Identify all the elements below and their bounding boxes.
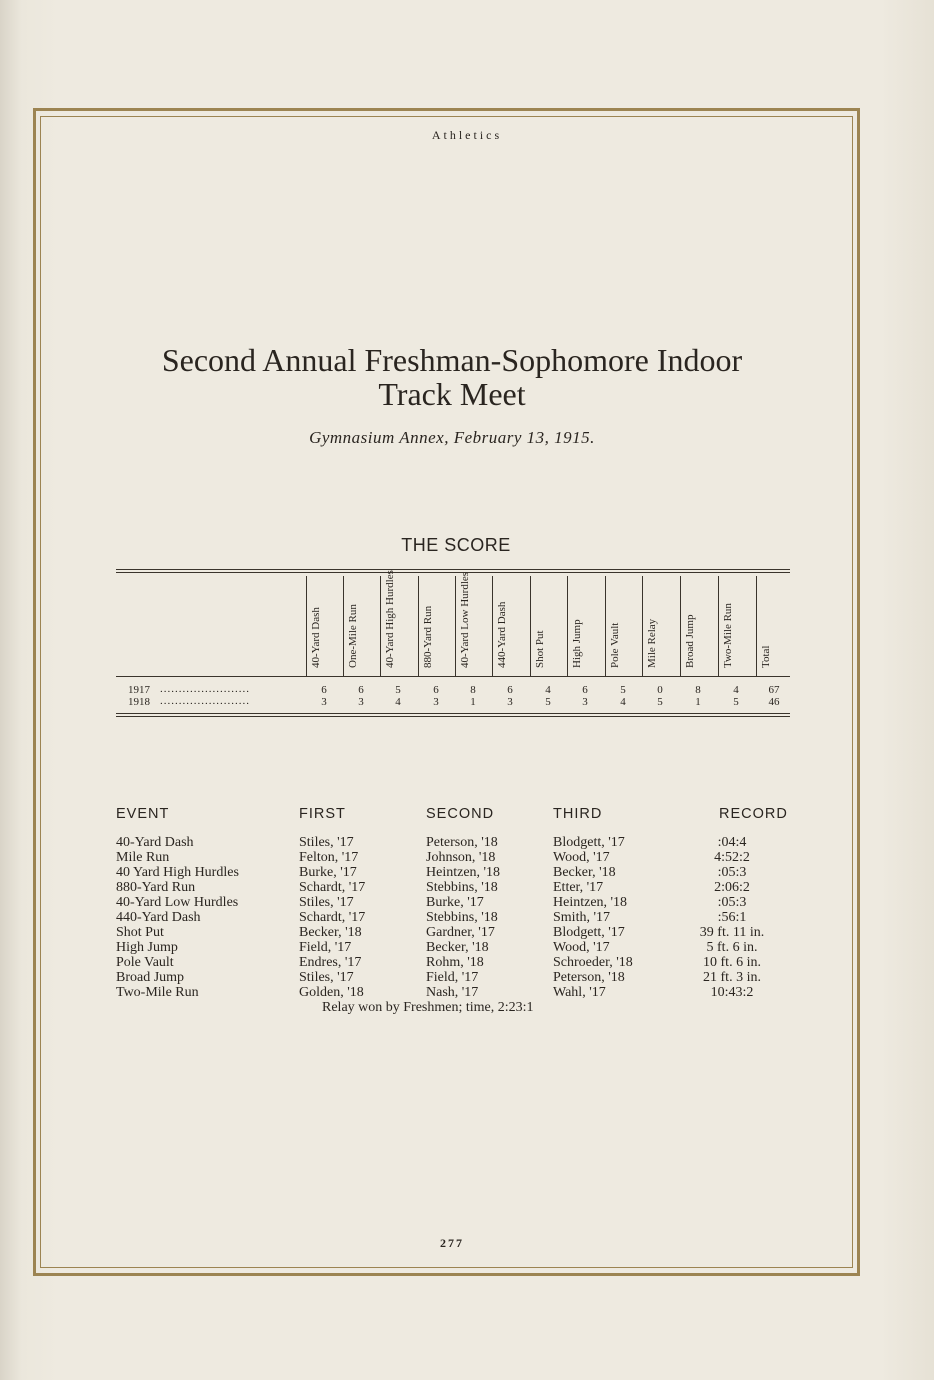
score-rule-top: [116, 569, 790, 570]
score-cell: 6: [321, 684, 327, 696]
event-cell-record: 21 ft. 3 in.: [703, 970, 761, 985]
header-third: THIRD: [553, 806, 603, 822]
score-column-label: High Jump: [571, 619, 583, 668]
event-cell-event: Shot Put: [116, 925, 164, 940]
event-cell-second: Rohm, '18: [426, 955, 484, 970]
score-cell: 3: [507, 696, 513, 708]
score-column-header: [567, 576, 605, 676]
score-cell: 6: [358, 684, 364, 696]
event-cell-record: :05:3: [717, 895, 747, 910]
score-column-header: [680, 576, 718, 676]
score-cell: 46: [768, 696, 780, 708]
event-cell-second: Burke, '17: [426, 895, 484, 910]
score-cell: 3: [582, 696, 588, 708]
event-cell-record: :05:3: [717, 865, 747, 880]
event-cell-third: Blodgett, '17: [553, 835, 625, 850]
score-rule-bottom-2: [116, 716, 790, 717]
event-cell-third: Peterson, '18: [553, 970, 625, 985]
event-cell-first: Endres, '17: [299, 955, 362, 970]
score-column-header: [455, 571, 493, 676]
page-title: [0, 343, 904, 411]
score-rule-top-2: [116, 572, 790, 573]
score-cell: 5: [395, 684, 401, 696]
score-cell: 8: [470, 684, 476, 696]
title-line-1: Second Annual Freshman-Sophomore Indoor: [161, 342, 743, 378]
score-column-label: 40-Yard Dash: [310, 607, 322, 668]
score-cell: 8: [695, 684, 701, 696]
score-rule-mid: [116, 676, 790, 677]
event-cell-record: 10 ft. 6 in.: [703, 955, 761, 970]
event-cell-event: Pole Vault: [116, 955, 174, 970]
header-first: FIRST: [299, 806, 346, 822]
event-cell-first: Felton, '17: [299, 850, 359, 865]
score-cell: 3: [433, 696, 439, 708]
event-cell-first: Stiles, '17: [299, 895, 354, 910]
score-row-year: 1918: [128, 696, 150, 708]
score-column-header: [492, 576, 530, 676]
score-cell: 6: [433, 684, 439, 696]
event-cell-first: Field, '17: [299, 940, 352, 955]
event-cell-event: Mile Run: [116, 850, 170, 865]
event-cell-third: Becker, '18: [553, 865, 616, 880]
event-cell-record: 10:43:2: [710, 985, 754, 1000]
event-cell-event: 40 Yard High Hurdles: [116, 865, 239, 880]
score-column-label: One-Mile Run: [347, 604, 359, 668]
score-column-label: 440-Yard Dash: [496, 601, 508, 668]
event-cell-second: Nash, '17: [426, 985, 479, 1000]
score-column-label: Pole Vault: [609, 622, 621, 668]
event-cell-third: Etter, '17: [553, 880, 604, 895]
score-cell: 3: [358, 696, 364, 708]
score-column-header: [380, 570, 418, 676]
score-cell: 4: [545, 684, 551, 696]
event-cell-record: 4:52:2: [714, 850, 750, 865]
score-column-header: [756, 576, 794, 676]
score-rule-bottom: [116, 713, 790, 714]
score-column-header: [605, 576, 643, 676]
event-cell-first: Burke, '17: [299, 865, 357, 880]
event-cell-second: Johnson, '18: [426, 850, 496, 865]
score-column-label: Two-Mile Run: [722, 603, 734, 668]
relay-note: Relay won by Freshmen; time, 2:23:1: [322, 1000, 534, 1015]
score-column-label: Total: [760, 645, 772, 668]
event-cell-second: Stebbins, '18: [426, 880, 498, 895]
score-column-header: [718, 576, 756, 676]
page-number: 277: [440, 1236, 464, 1250]
score-column-label: Shot Put: [534, 630, 546, 668]
event-cell-first: Becker, '18: [299, 925, 362, 940]
subtitle: Gymnasium Annex, February 13, 1915.: [309, 428, 595, 447]
event-cell-first: Schardt, '17: [299, 880, 366, 895]
score-cell: 4: [733, 684, 739, 696]
event-cell-second: Peterson, '18: [426, 835, 498, 850]
score-column-label: 880-Yard Run: [422, 605, 434, 668]
header-second: SECOND: [426, 806, 495, 822]
event-cell-second: Gardner, '17: [426, 925, 495, 940]
score-column-header: [343, 576, 381, 676]
event-cell-first: Schardt, '17: [299, 910, 366, 925]
score-column-header: [642, 576, 680, 676]
score-cell: 4: [620, 696, 626, 708]
score-cell: 5: [657, 696, 663, 708]
score-cell: 6: [582, 684, 588, 696]
score-column-header: [530, 576, 568, 676]
score-cell: 5: [733, 696, 739, 708]
event-cell-event: High Jump: [116, 940, 178, 955]
score-cell: 5: [620, 684, 626, 696]
event-cell-event: 440-Yard Dash: [116, 910, 201, 925]
event-cell-third: Smith, '17: [553, 910, 610, 925]
event-cell-third: Wood, '17: [553, 850, 610, 865]
event-cell-second: Stebbins, '18: [426, 910, 498, 925]
score-row-leader-dots: ........................: [160, 683, 250, 695]
event-cell-event: Two-Mile Run: [116, 985, 199, 1000]
header-record: RECORD: [719, 806, 788, 822]
event-cell-event: Broad Jump: [116, 970, 185, 985]
event-cell-third: Schroeder, '18: [553, 955, 633, 970]
event-cell-record: 5 ft. 6 in.: [706, 940, 758, 955]
score-column-label: Broad Jump: [684, 614, 696, 668]
score-row-leader-dots: ........................: [160, 695, 250, 707]
event-cell-third: Blodgett, '17: [553, 925, 625, 940]
score-cell: 5: [545, 696, 551, 708]
event-cell-second: Heintzen, '18: [426, 865, 501, 880]
event-cell-first: Stiles, '17: [299, 835, 354, 850]
score-cell: 1: [695, 696, 701, 708]
score-column-header: [306, 576, 344, 676]
score-cell: 67: [768, 684, 780, 696]
score-cell: 6: [507, 684, 513, 696]
header-event: EVENT: [116, 806, 170, 822]
score-cell: 1: [470, 696, 476, 708]
event-cell-record: 2:06:2: [714, 880, 750, 895]
event-cell-second: Becker, '18: [426, 940, 489, 955]
event-cell-second: Field, '17: [426, 970, 479, 985]
event-cell-first: Golden, '18: [299, 985, 364, 1000]
score-column-header: [418, 576, 456, 676]
event-cell-first: Stiles, '17: [299, 970, 354, 985]
score-row-year: 1917: [128, 684, 150, 696]
score-heading: THE SCORE: [401, 535, 511, 555]
event-cell-record: :04:4: [717, 835, 747, 850]
running-head: Athletics: [431, 128, 503, 142]
event-cell-event: 880-Yard Run: [116, 880, 196, 895]
event-cell-third: Wood, '17: [553, 940, 610, 955]
score-column-label: Mile Relay: [646, 618, 658, 668]
event-cell-third: Heintzen, '18: [553, 895, 628, 910]
score-cell: 4: [395, 696, 401, 708]
score-column-label: 40-Yard High Hurdles: [384, 570, 396, 668]
event-cell-record: :56:1: [717, 910, 747, 925]
score-cell: 3: [321, 696, 327, 708]
title-line-2: Track Meet: [378, 376, 526, 412]
event-cell-event: 40-Yard Dash: [116, 835, 194, 850]
event-cell-record: 39 ft. 11 in.: [699, 925, 765, 940]
event-cell-event: 40-Yard Low Hurdles: [116, 895, 239, 910]
score-cell: 0: [657, 684, 663, 696]
event-cell-third: Wahl, '17: [553, 985, 606, 1000]
score-column-label: 40-Yard Low Hurdles: [459, 571, 471, 668]
